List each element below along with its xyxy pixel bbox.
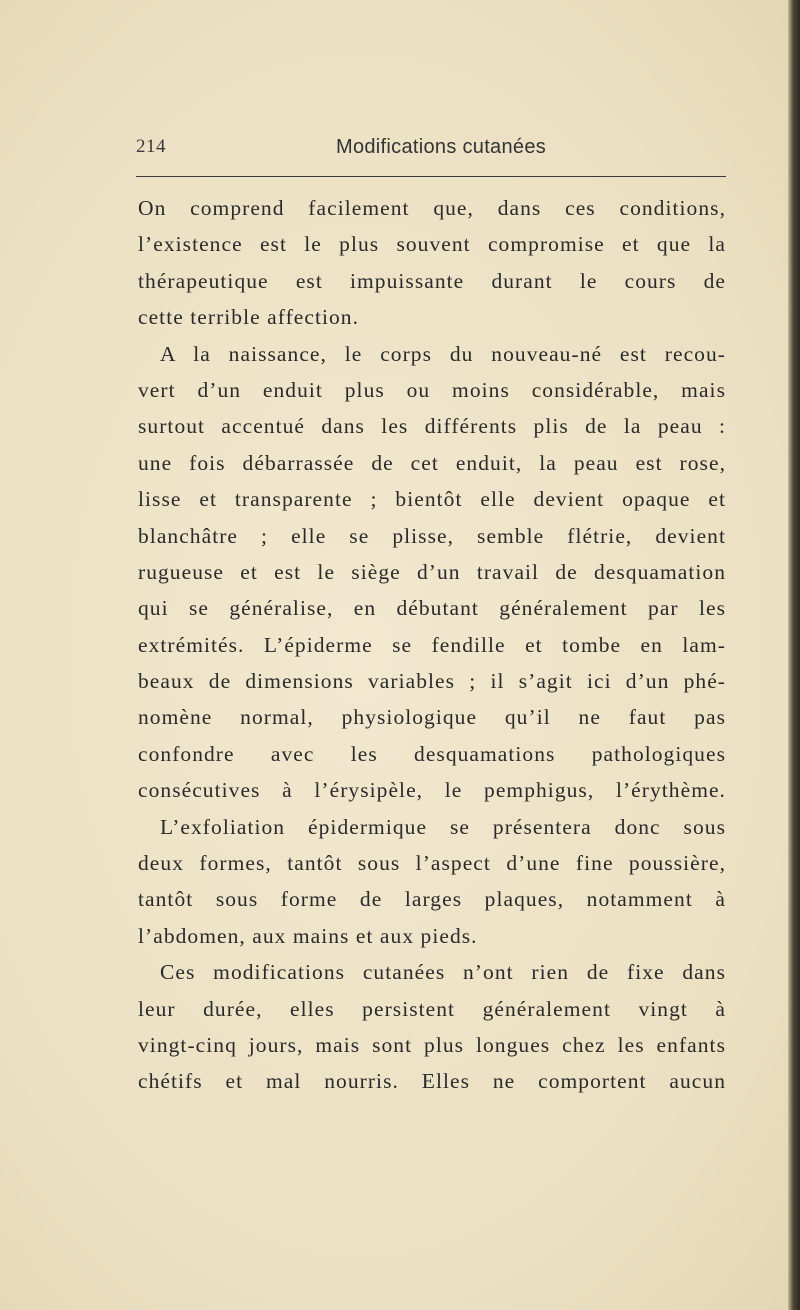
page-number: 214 <box>136 136 166 157</box>
running-title: Modifications cutanées <box>336 136 547 158</box>
text-line: A la naissance, le corps du nouveau-né est recou- <box>160 341 726 366</box>
text-line: On comprend facilement que, dans ces conditions, <box>138 196 726 220</box>
text-line: chétifs et mal nourris. Elles ne comportent aucun <box>138 1069 726 1094</box>
text-line: L’exfoliation épidermique se présentera donc sous <box>160 814 726 839</box>
text-line: Ces modifications cutanées n’ont rien de fixe dans <box>160 960 726 985</box>
text-line: blanchâtre ; elle se plisse, semble flétrie, devient <box>138 523 726 548</box>
text-line: deux formes, tantôt sous l’aspect d’une fine poussière, <box>138 851 726 876</box>
body-text <box>138 190 726 1100</box>
text-line: surtout accentué dans les différents plis de la peau : <box>138 414 726 439</box>
text-line: l’abdomen, aux mains et aux pieds. <box>138 923 478 948</box>
text-line: cette terrible affection. <box>138 305 360 330</box>
text-line: lisse et transparente ; bientôt elle devient opaque et <box>138 487 726 512</box>
text-line: rugueuse et est le siège d’un travail de desquamation <box>138 559 726 584</box>
text-line: une fois débarrassée de cet enduit, la peau est rose, <box>138 450 726 475</box>
page-edge <box>788 0 800 1310</box>
page-header <box>136 136 728 166</box>
text-line: vert d’un enduit plus ou moins considérable, mais <box>138 377 726 402</box>
text-line: thérapeutique est impuissante durant le cours de <box>138 268 726 293</box>
text-line: nomène normal, physiologique qu’il ne faut pas <box>138 705 726 730</box>
text-line: beaux de dimensions variables ; il s’agit ici d’un phé- <box>138 669 726 694</box>
text-line: vingt-cinq jours, mais sont plus longues chez les enfants <box>138 1032 726 1057</box>
text-line: tantôt sous forme de larges plaques, notamment à <box>138 887 726 912</box>
text-line: qui se généralise, en débutant généralement par les <box>138 596 726 621</box>
text-line: l’existence est le plus souvent compromise et que la <box>138 232 726 257</box>
text-line: leur durée, elles persistent généralement vingt à <box>138 996 726 1021</box>
text-line: confondre avec les desquamations pathologiques <box>138 741 726 766</box>
text-line: extrémités. L’épiderme se fendille et tombe en lam- <box>138 632 726 657</box>
text-line: consécutives à l’érysipèle, le pemphigus, l’érythème. <box>138 778 726 803</box>
header-rule <box>136 176 726 177</box>
